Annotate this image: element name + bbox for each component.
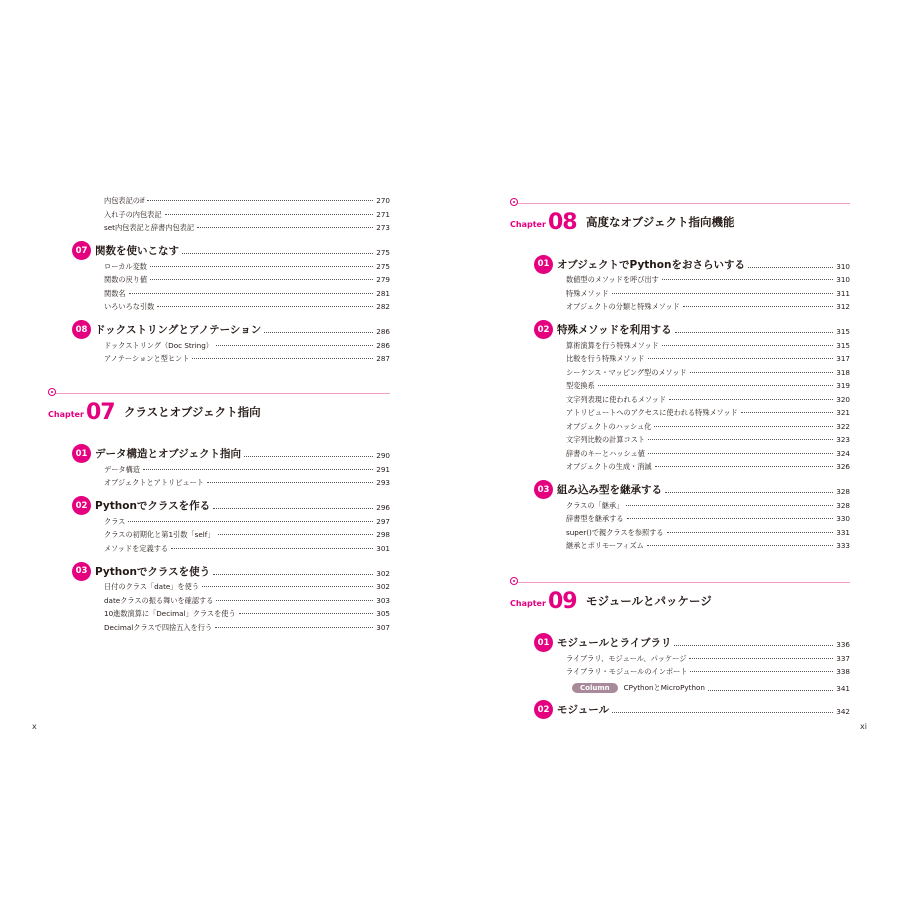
section-page: 275: [376, 248, 390, 257]
toc-section[interactable]: [48, 496, 390, 516]
dot-leader: [648, 358, 834, 359]
dot-leader: [674, 645, 833, 646]
chapter-header: [48, 388, 390, 440]
dot-leader: [741, 412, 834, 413]
toc-entry-page: 330: [836, 514, 850, 523]
toc-entry[interactable]: [48, 517, 390, 531]
section-page: 296: [376, 503, 390, 512]
toc-entry-title: 関数の戻り値: [104, 275, 148, 284]
toc-entry-title: クラスの「継承」: [566, 500, 624, 510]
toc-entry-title: super()で親クラスを参照する: [566, 527, 664, 537]
dot-leader: [662, 279, 833, 280]
chapter-title: 高度なオブジェクト指向機能: [586, 215, 735, 229]
dot-leader: [708, 690, 833, 691]
chapter-marker-icon: [510, 577, 518, 585]
toc-entry-page: 273: [376, 223, 390, 232]
toc-entry-title: データ構造: [104, 464, 140, 474]
toc-entry-page: 331: [836, 527, 850, 537]
toc-entry-title: set内包表記と辞書内包表記: [104, 223, 195, 232]
toc-entry-page: 323: [836, 435, 850, 444]
toc-entry-page: 287: [376, 354, 390, 363]
toc-entry[interactable]: [510, 654, 850, 668]
dot-leader: [218, 534, 374, 535]
toc-entry-title: 文字列表現に使われるメソッド: [566, 394, 667, 404]
page-number-left: x: [32, 722, 37, 731]
toc-entry-title: 辞書型を継承する: [566, 514, 624, 523]
toc-entry[interactable]: [510, 275, 850, 289]
toc-entry[interactable]: [510, 302, 850, 316]
section-number-badge: 01: [534, 633, 553, 652]
toc-section[interactable]: [510, 254, 850, 274]
toc-entry-title: 算術演算を行う特殊メソッド: [566, 340, 659, 350]
toc-entry-page: 320: [836, 394, 850, 404]
toc-entry[interactable]: [48, 596, 390, 610]
toc-entry-page: 291: [376, 464, 390, 474]
dot-leader: [207, 482, 373, 483]
toc-entry-title: 辞書のキーとハッシュ値: [566, 448, 645, 458]
toc-entry-page: 310: [836, 275, 850, 284]
dot-leader: [147, 200, 373, 201]
toc-entry-title: アトリビュートへのアクセスに使われる特殊メソッド: [566, 408, 738, 417]
toc-entry-page: 328: [836, 500, 850, 510]
toc-entry-page: 301: [376, 543, 390, 553]
toc-entry-page: 315: [836, 340, 850, 350]
toc-entry[interactable]: [510, 462, 850, 476]
toc-section[interactable]: [510, 633, 850, 653]
chapter-rule: [510, 203, 850, 204]
dot-leader: [648, 453, 833, 454]
dot-leader: [669, 399, 833, 400]
toc-entry-title: 日付のクラス「date」を使う: [104, 582, 200, 591]
dot-leader: [202, 586, 373, 587]
toc-section[interactable]: [510, 320, 850, 340]
toc-entry-page: 341: [836, 683, 850, 693]
toc-entry[interactable]: [510, 341, 850, 355]
dot-leader: [612, 712, 833, 713]
section-page: 302: [376, 568, 390, 578]
toc-entry-title: 数値型のメソッドを呼び出す: [566, 275, 659, 284]
toc-section[interactable]: [510, 700, 850, 720]
chapter-title: モジュールとパッケージ: [586, 593, 712, 608]
toc-entry[interactable]: [48, 582, 390, 596]
section-number-badge: 02: [534, 320, 553, 339]
dot-leader: [662, 345, 833, 346]
section-number-badge: 02: [534, 700, 553, 719]
chapter-header: [510, 577, 850, 629]
section-title: データ構造とオブジェクト指向: [95, 448, 242, 460]
toc-entry-page: 337: [836, 653, 850, 663]
toc-entry[interactable]: [510, 501, 850, 515]
section-title: オブジェクトでPythonをおさらいする: [557, 258, 745, 271]
toc-entry[interactable]: [48, 210, 390, 224]
dot-leader: [129, 293, 374, 294]
toc-entry[interactable]: [510, 354, 850, 368]
dot-leader: [667, 532, 834, 533]
chapter-number: 08: [548, 210, 577, 235]
chapter-label: Chapter: [510, 598, 546, 608]
toc-section[interactable]: [48, 444, 390, 464]
section-title: 関数を使いこなす: [95, 245, 179, 257]
dot-leader: [213, 508, 373, 509]
section-title: Pythonでクラスを使う: [95, 565, 211, 578]
toc-entry[interactable]: [48, 354, 390, 368]
dot-leader: [598, 385, 834, 386]
toc-entry[interactable]: [48, 478, 390, 492]
section-page: 342: [836, 707, 850, 716]
dot-leader: [128, 521, 373, 522]
toc-entry-title: 10進数演算に「Decimal」クラスを使う: [104, 609, 236, 618]
toc-entry[interactable]: [48, 289, 390, 303]
toc-entry-title: ローカル変数: [104, 261, 147, 271]
dot-leader: [665, 492, 833, 493]
toc-entry[interactable]: [510, 422, 850, 436]
toc-section[interactable]: [48, 320, 390, 340]
left-page-toc: [48, 196, 390, 636]
section-page: 310: [836, 261, 850, 271]
toc-entry-page: 322: [836, 421, 850, 431]
toc-entry-page: 305: [376, 609, 390, 618]
section-number-badge: 07: [72, 241, 91, 260]
section-number-badge: 03: [72, 562, 91, 581]
toc-entry-page: 293: [376, 478, 390, 487]
toc-entry-title: オブジェクトのハッシュ化: [566, 421, 652, 431]
toc-entry[interactable]: [510, 435, 850, 449]
toc-entry-page: 338: [836, 667, 850, 676]
toc-entry[interactable]: [510, 449, 850, 463]
toc-entry-title: 入れ子の内包表記: [104, 209, 162, 219]
dot-leader: [655, 466, 834, 467]
dot-leader: [654, 426, 833, 427]
toc-entry[interactable]: [510, 541, 850, 555]
section-page: 336: [836, 640, 850, 649]
dot-leader: [182, 253, 373, 254]
toc-entry[interactable]: [48, 196, 390, 210]
section-number-badge: 01: [72, 444, 91, 463]
section-number-badge: 01: [534, 255, 553, 274]
toc-section[interactable]: [510, 480, 850, 500]
toc-entry-page: 321: [836, 408, 850, 417]
chapter-title: クラスとオブジェクト指向: [124, 404, 261, 419]
toc-entry-title: オブジェクトとアトリビュート: [104, 478, 204, 487]
section-number-badge: 08: [72, 320, 91, 339]
chapter-header: [510, 198, 850, 250]
toc-entry[interactable]: [48, 623, 390, 637]
dot-leader: [239, 613, 374, 614]
dot-leader: [683, 306, 834, 307]
page-number-right: xi: [860, 722, 867, 731]
toc-entry-page: 324: [836, 448, 850, 458]
toc-entry-title: クラスの初期化と第1引数「self」: [104, 530, 215, 539]
dot-leader: [612, 293, 834, 294]
chapter-marker-icon: [510, 198, 518, 206]
column-badge: Column: [572, 683, 618, 693]
section-title: モジュールとライブラリ: [557, 637, 672, 649]
chapter-rule: [48, 393, 390, 394]
dot-leader: [675, 332, 834, 333]
dot-leader: [192, 358, 373, 359]
dot-leader: [264, 332, 373, 333]
toc-entry-title: Decimalクラスで四捨五入を行う: [104, 622, 213, 632]
section-title: ドックストリングとアノテーション: [95, 324, 262, 336]
toc-entry-title: 文字列比較の計算コスト: [566, 435, 646, 444]
dot-leader: [216, 345, 373, 346]
dot-leader: [626, 505, 833, 506]
toc-entry-page: 319: [836, 381, 850, 390]
dot-leader: [216, 600, 373, 601]
toc-entry[interactable]: [48, 465, 390, 479]
dot-leader: [647, 545, 833, 546]
toc-entry-page: 281: [376, 288, 390, 298]
dot-leader: [215, 627, 373, 628]
toc-entry[interactable]: [48, 530, 390, 544]
toc-entry-page: 318: [836, 367, 850, 377]
dot-leader: [690, 372, 834, 373]
dot-leader: [150, 279, 373, 280]
toc-entry-page: 279: [376, 275, 390, 284]
toc-entry-page: 326: [836, 462, 850, 471]
dot-leader: [157, 306, 373, 307]
toc-entry-page: 303: [376, 595, 390, 605]
toc-entry[interactable]: [510, 395, 850, 409]
section-number-badge: 03: [534, 480, 553, 499]
toc-entry[interactable]: [510, 289, 850, 303]
toc-entry[interactable]: [48, 275, 390, 289]
toc-entry-title: CPythonとMicroPython: [623, 683, 705, 692]
toc-entry-page: 311: [836, 288, 850, 298]
dot-leader: [748, 267, 833, 268]
toc-entry-title: オブジェクトの分類と特殊メソッド: [566, 302, 680, 311]
toc-entry[interactable]: [510, 667, 850, 681]
toc-entry-title: 関数名: [104, 288, 126, 298]
toc-entry-page: 333: [836, 541, 850, 550]
toc-entry[interactable]: [48, 262, 390, 276]
toc-entry-page: 270: [376, 196, 390, 205]
section-title: モジュール: [557, 704, 610, 716]
toc-entry-title: ドックストリング（Doc String）: [104, 340, 213, 350]
toc-entry-title: 型変換系: [566, 381, 595, 390]
section-title: Pythonでクラスを作る: [95, 500, 211, 512]
toc-section[interactable]: [48, 561, 390, 581]
toc-entry-page: 312: [836, 302, 850, 311]
toc-entry-page: 297: [376, 516, 390, 526]
dot-leader: [150, 266, 373, 267]
section-title: 組み込み型を継承する: [557, 484, 662, 496]
chapter-number: 09: [548, 588, 577, 614]
toc-entry-page: 317: [836, 354, 850, 363]
dot-leader: [143, 469, 373, 470]
toc-entry[interactable]: [48, 609, 390, 623]
toc-entry-page: 307: [376, 622, 390, 632]
toc-entry-title: アノテーションと型ヒント: [104, 354, 190, 363]
toc-entry-title: いろいろな引数: [104, 302, 155, 311]
toc-entry-title: ライブラリ、モジュール、パッケージ: [566, 653, 687, 663]
section-number-badge: 02: [72, 496, 91, 515]
toc-entry[interactable]: [510, 368, 850, 382]
section-page: 328: [836, 487, 850, 496]
section-title: 特殊メソッドを利用する: [557, 324, 672, 336]
toc-entry-page: 271: [376, 209, 390, 219]
right-page-toc: [510, 198, 850, 721]
dot-leader: [689, 658, 833, 659]
dot-leader: [171, 548, 373, 549]
toc-entry-title: dateクラスの振る舞いを確認する: [104, 595, 214, 605]
toc-entry[interactable]: [510, 381, 850, 395]
section-page: 286: [376, 327, 390, 336]
toc-entry-page: 302: [376, 582, 390, 591]
dot-leader: [627, 518, 834, 519]
chapter-marker-icon: [48, 388, 56, 396]
toc-entry-title: 内包表記のif: [104, 196, 145, 205]
toc-entry-title: 継承とポリモーフィズム: [566, 541, 644, 550]
toc-entry-title: オブジェクトの生成・消滅: [566, 462, 652, 471]
toc-entry[interactable]: [510, 514, 850, 528]
toc-entry[interactable]: [510, 408, 850, 422]
toc-entry[interactable]: [48, 341, 390, 355]
chapter-label: Chapter: [48, 409, 84, 419]
chapter-label: Chapter: [510, 220, 546, 229]
toc-entry-page: 282: [376, 302, 390, 311]
toc-entry[interactable]: [48, 223, 390, 237]
dot-leader: [165, 214, 374, 215]
toc-entry-title: 特殊メソッド: [566, 288, 609, 298]
chapter-number: 07: [86, 399, 115, 425]
dot-leader: [197, 227, 373, 228]
toc-entry-title: ライブラリ・モジュールのインポート: [566, 667, 688, 676]
chapter-rule: [510, 582, 850, 583]
toc-entry-title: クラス: [104, 516, 126, 526]
dot-leader: [244, 456, 373, 457]
section-page: 290: [376, 451, 390, 460]
toc-entry-page: 275: [376, 261, 390, 271]
dot-leader: [648, 439, 833, 440]
toc-entry-title: メソッドを定義する: [104, 543, 169, 553]
toc-entry[interactable]: [510, 528, 850, 542]
toc-entry-title: シーケンス・マッピング型のメソッド: [566, 367, 687, 377]
section-page: 315: [836, 327, 850, 336]
toc-entry-page: 298: [376, 530, 390, 539]
dot-leader: [213, 574, 373, 575]
toc-column-entry[interactable]: [510, 681, 850, 696]
toc-entry-title: 比較を行う特殊メソッド: [566, 354, 645, 363]
toc-entry-page: 286: [376, 340, 390, 350]
dot-leader: [690, 671, 833, 672]
toc-entry[interactable]: [48, 544, 390, 558]
toc-section[interactable]: [48, 241, 390, 261]
toc-entry[interactable]: [48, 302, 390, 316]
